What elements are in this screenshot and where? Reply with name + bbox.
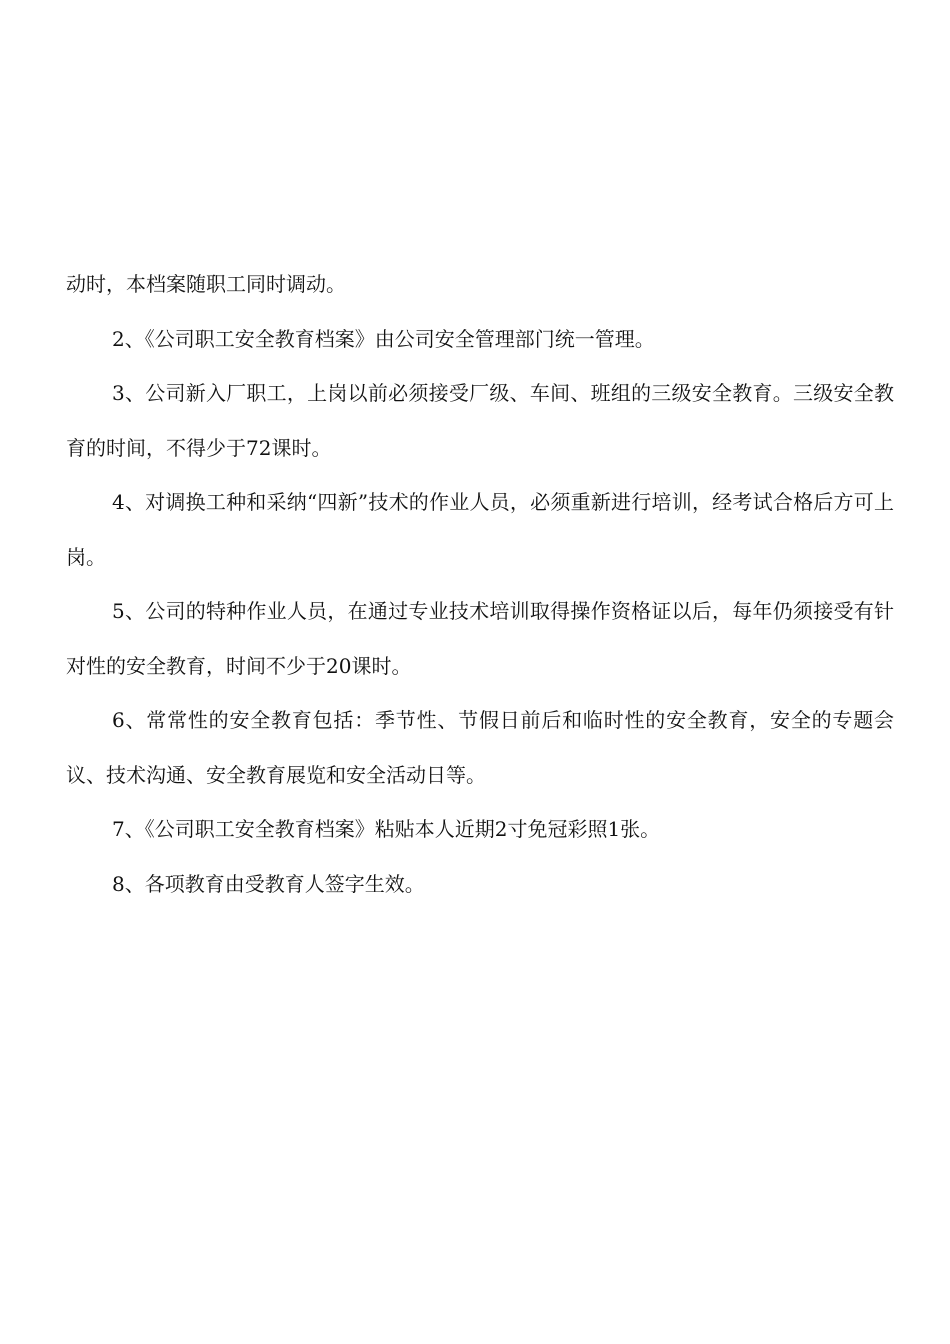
- paragraph-item-2: 2、《公司职工安全教育档案》由公司安全管理部门统一管理。: [112, 326, 655, 351]
- paragraph-continuation: 动时，本档案随职工同时调动。: [66, 272, 346, 296]
- paragraph-item-7: 7、《公司职工安全教育档案》粘贴本人近期2寸免冠彩照1张。: [112, 817, 661, 841]
- document-body: [66, 257, 894, 911]
- paragraph-item-6: 6、常常性的安全教育包括：季节性、节假日前后和临时性的安全教育，安全的专题会议、技术沟通、安全教育展览和安全活动日等。: [66, 708, 894, 787]
- paragraph-item-5: 5、公司的特种作业人员，在通过专业技术培训取得操作资格证以后，每年仍须接受有针对性的安全教育，时间不少于20课时。: [66, 599, 894, 678]
- paragraph-item-3: 3、公司新入厂职工，上岗以前必须接受厂级、车间、班组的三级安全教育。三级安全教育的时间，不得少于72课时。: [66, 381, 894, 460]
- paragraph-item-4: 4、对调换工种和采纳“四新”技术的作业人员，必须重新进行培训，经考试合格后方可上岗。: [66, 490, 894, 569]
- paragraph-item-8: 8、各项教育由受教育人签字生效。: [112, 871, 425, 896]
